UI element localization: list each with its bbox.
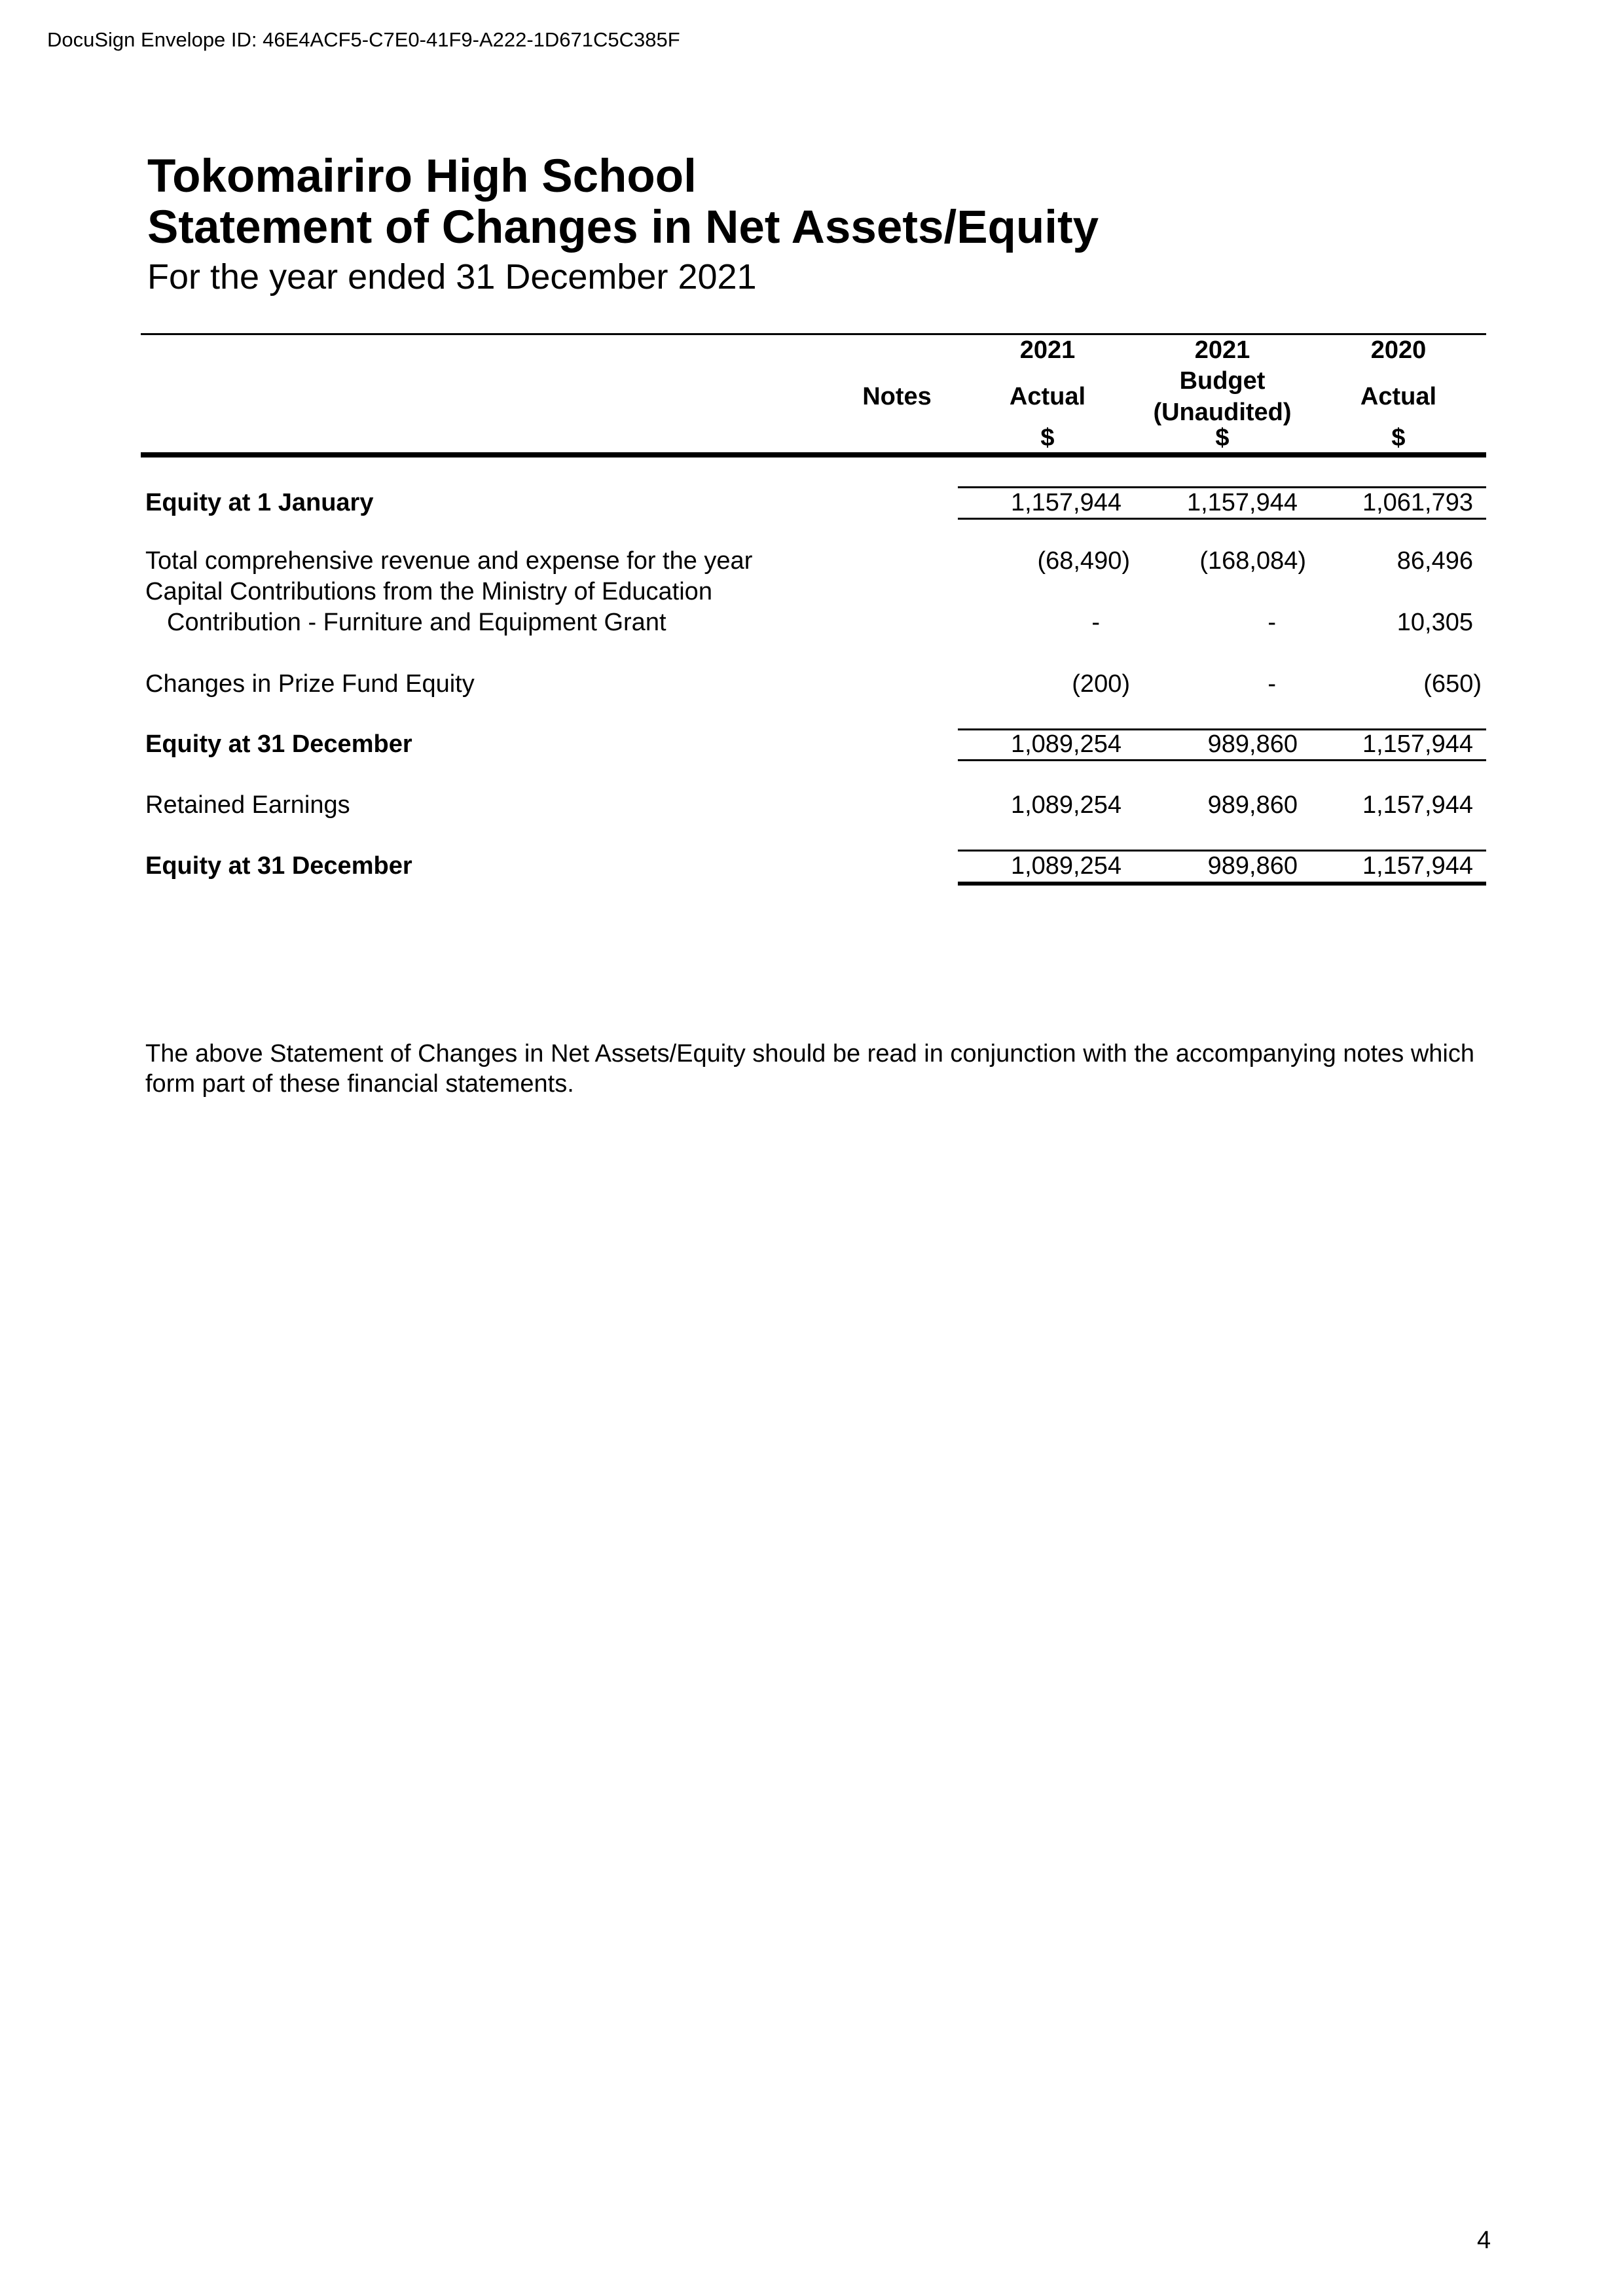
double-rule-below-equity-end-2: [958, 882, 1486, 886]
row-label-retained-earnings: Retained Earnings: [145, 791, 350, 819]
row-label-prize-fund: Changes in Prize Fund Equity: [145, 670, 475, 698]
equity-start-2021-budget: 1,157,944: [1186, 489, 1298, 516]
row-label-contribution-grant: Contribution - Furniture and Equipment Grant: [167, 609, 666, 636]
col-2021-actual-year: 2021: [1019, 336, 1076, 364]
equity-start-2020-actual: 1,061,793: [1362, 489, 1473, 516]
contribution-grant-2020-actual: 10,305: [1396, 609, 1473, 636]
equity-end-1-2020-actual: 1,157,944: [1362, 730, 1473, 758]
statement-title: Statement of Changes in Net Assets/Equity: [147, 202, 1099, 253]
contribution-grant-2021-budget: -: [1267, 609, 1276, 636]
col-2020-actual-label: Actual: [1360, 383, 1437, 410]
equity-end-1-2021-budget: 989,860: [1207, 730, 1298, 758]
retained-earnings-2021-budget: 989,860: [1207, 791, 1298, 819]
period-subtitle: For the year ended 31 December 2021: [147, 257, 757, 296]
col-2021-budget-unaudited: (Unaudited): [1153, 399, 1292, 426]
equity-end-2-2021-budget: 989,860: [1207, 852, 1298, 880]
rule-below-equity-end-1: [958, 759, 1486, 761]
retained-earnings-2021-actual: 1,089,254: [1010, 791, 1122, 819]
equity-end-2-2021-actual: 1,089,254: [1010, 852, 1122, 880]
row-label-equity-end-2: Equity at 31 December: [145, 852, 412, 880]
col-2021-budget-label: Budget: [1179, 367, 1266, 395]
col-2021-budget-unit: $: [1215, 424, 1230, 452]
equity-start-2021-actual: 1,157,944: [1010, 489, 1122, 516]
equity-end-2-2020-actual: 1,157,944: [1362, 852, 1473, 880]
col-2020-actual-year: 2020: [1370, 336, 1427, 364]
total-comprehensive-2020-actual: 86,496: [1396, 547, 1473, 575]
row-label-equity-end-1: Equity at 31 December: [145, 730, 412, 758]
equity-end-1-2021-actual: 1,089,254: [1010, 730, 1122, 758]
col-2021-actual-label: Actual: [1009, 383, 1086, 410]
prize-fund-2020-actual: (650): [1423, 670, 1482, 698]
row-label-capital-contributions: Capital Contributions from the Ministry of Education: [145, 578, 712, 605]
prize-fund-2021-actual: (200): [1072, 670, 1130, 698]
row-label-total-comprehensive: Total comprehensive revenue and expense for the year: [145, 547, 753, 575]
total-comprehensive-2021-actual: (68,490): [1037, 547, 1130, 575]
col-2020-actual-unit: $: [1391, 424, 1406, 452]
col-2021-actual-unit: $: [1040, 424, 1055, 452]
contribution-grant-2021-actual: -: [1091, 609, 1100, 636]
row-label-equity-start: Equity at 1 January: [145, 489, 374, 516]
school-title: Tokomairiro High School: [147, 151, 697, 202]
col-notes-header: Notes: [862, 383, 932, 410]
retained-earnings-2020-actual: 1,157,944: [1362, 791, 1473, 819]
page-number: 4: [1477, 2227, 1491, 2254]
prize-fund-2021-budget: -: [1267, 670, 1276, 698]
total-comprehensive-2021-budget: (168,084): [1199, 547, 1306, 575]
rule-below-equity-start: [958, 518, 1486, 520]
footer-note: The above Statement of Changes in Net Assets/Equity should be read in conjunction with the accompanying notes which form part of these financial statements.: [145, 1040, 1474, 1098]
docusign-envelope-id: DocuSign Envelope ID: 46E4ACF5-C7E0-41F9-A222-1D671C5C385F: [47, 28, 680, 51]
col-2021-budget-year: 2021: [1194, 336, 1250, 364]
header-bottom-rule: [141, 452, 1486, 457]
